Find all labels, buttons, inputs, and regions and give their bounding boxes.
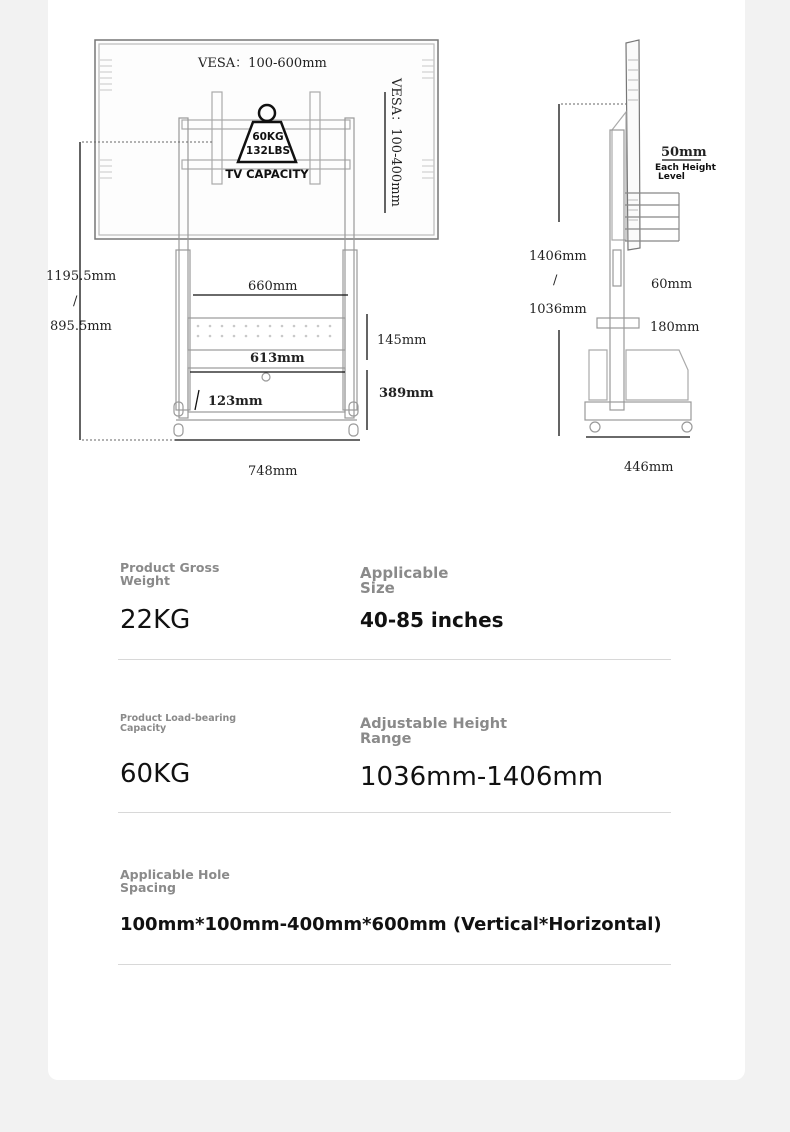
shelf-depth-label: 180mm: [650, 320, 700, 335]
side-height-separator: /: [553, 273, 558, 288]
spec-load-capacity: [120, 714, 236, 789]
spec-divider: [118, 659, 671, 660]
spec-applicable-size: [360, 566, 504, 632]
front-view: [95, 40, 438, 436]
front-height-min-label: 895.5mm: [50, 319, 112, 334]
spec-value: 60KG: [120, 759, 191, 789]
column-size-label: 60mm: [651, 277, 693, 292]
shelf-height-label: 145mm: [377, 333, 427, 348]
spec-value: 40-85 inches: [360, 608, 504, 632]
tray-height-label: 389mm: [379, 386, 434, 401]
spec-label: Product Load-bearing Capacity: [120, 713, 237, 734]
spec-hole-spacing: [120, 869, 662, 935]
tray-width-label: 613mm: [250, 351, 305, 366]
side-view: [585, 40, 692, 432]
front-height-max-label: 1195.5mm: [46, 269, 117, 284]
dimension-diagram: [0, 0, 790, 500]
spec-value: 100mm*100mm-400mm*600mm (Vertical*Horizontal): [120, 914, 662, 935]
capacity-kg-label: 60KG: [252, 131, 284, 143]
base-width-label: 748mm: [248, 464, 298, 479]
base-depth-label: 446mm: [624, 460, 674, 475]
vesa-horizontal-label: VESA：100-600mm: [198, 56, 327, 71]
capacity-lbs-label: 132LBS: [245, 145, 291, 157]
level-caption-line2: Level: [658, 172, 685, 182]
side-height-max-label: 1406mm: [529, 249, 587, 264]
tv-stand-drawing: [0, 0, 790, 500]
spec-divider: [118, 964, 671, 965]
level-step-label: 50mm: [661, 145, 707, 160]
shelf-width-label: 660mm: [248, 279, 298, 294]
spec-gross-weight: [120, 562, 219, 635]
vesa-vertical-label: VESA：100-400mm: [388, 78, 403, 207]
spec-divider: [118, 812, 671, 813]
spec-value: 1036mm-1406mm: [360, 762, 604, 792]
spec-label: Applicable Hole Spacing: [120, 867, 230, 895]
spec-label: Product Gross Weight: [120, 560, 220, 588]
side-height-min-label: 1036mm: [529, 302, 587, 317]
spec-height-range: [360, 717, 603, 792]
spec-label: Applicable Size: [360, 564, 449, 597]
level-caption-line1: Each Height: [655, 163, 716, 173]
capacity-caption: TV CAPACITY: [225, 167, 309, 181]
tray-depth-label: 123mm: [208, 394, 263, 409]
spec-value: 22KG: [120, 605, 191, 635]
spec-label: Adjustable Height Range: [360, 716, 508, 747]
front-height-separator: /: [73, 294, 78, 309]
